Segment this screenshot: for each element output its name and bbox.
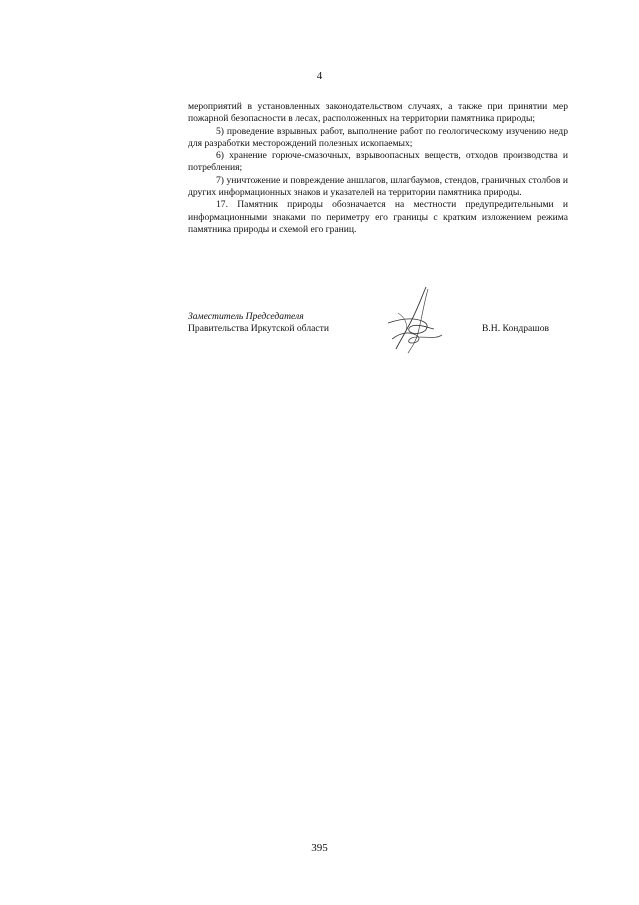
paragraph-item-6: 6) хранение горюче-смазочных, взрывоопасных веществ, отходов производства и потребления;	[188, 150, 568, 174]
signatory-position-line1: Заместитель Председателя	[188, 311, 304, 322]
signatory-position	[188, 311, 329, 336]
paragraph-continuation: мероприятий в установленных законодательством случаях, а также при принятии мер пожарной безопасности в лесах, расположенных на территории памятника природы;	[188, 101, 568, 125]
signatory-name: В.Н. Кондрашов	[482, 323, 550, 334]
paragraph-item-7: 7) уничтожение и повреждение аншлагов, шлагбаумов, стендов, граничных столбов и других информационных знаков и указателей на территории памятника природы.	[188, 174, 568, 199]
paragraph-section-17: 17. Памятник природы обозначается на местности предупредительными и информационными знаками по периметру его границы с кратким изложением режима памятника природы и схемой его границ.	[188, 199, 568, 235]
handwritten-signature	[378, 283, 448, 358]
page-number: 4	[316, 70, 323, 82]
document-body	[188, 101, 568, 236]
signatory-position-line2: Правительства Иркутской области	[188, 323, 329, 335]
sheet-number: 395	[311, 842, 328, 854]
paragraph-item-5: 5) проведение взрывных работ, выполнение работ по геологическому изучению недр для разработки месторождений полезных ископаемых;	[188, 125, 568, 149]
